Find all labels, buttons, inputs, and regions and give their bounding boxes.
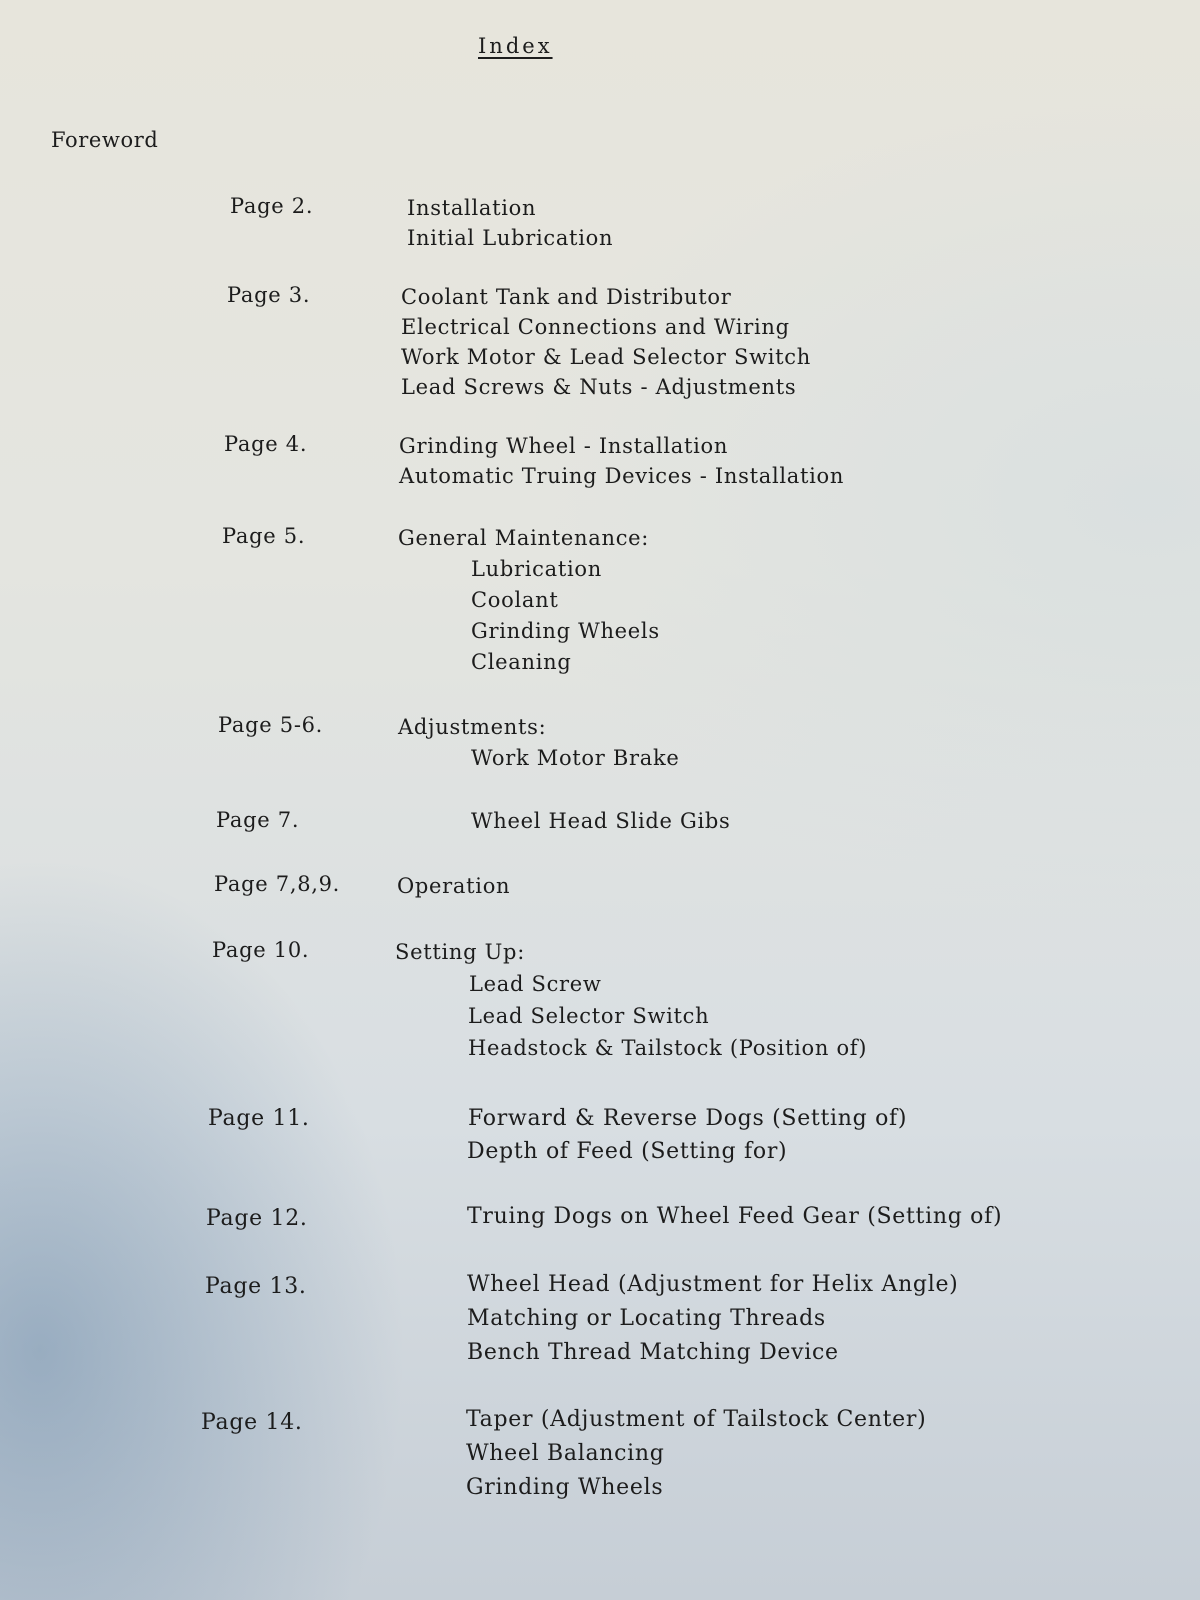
subtopic: Grinding Wheels: [466, 1475, 664, 1500]
subtopic: Truing Dogs on Wheel Feed Gear (Setting of): [467, 1204, 1003, 1229]
page-number: Page 3.: [227, 283, 311, 307]
topic: Operation: [397, 874, 511, 898]
topic: Adjustments:: [398, 715, 547, 739]
page-number: Page 11.: [208, 1106, 310, 1131]
subtopic: Grinding Wheels: [471, 619, 660, 643]
page-number: Page 4.: [224, 432, 308, 456]
subtopic: Lead Screw: [469, 972, 602, 996]
topic: Grinding Wheel - Installation: [399, 434, 729, 458]
foreword-heading: Foreword: [51, 128, 159, 152]
page-number: Page 14.: [201, 1410, 303, 1435]
page-number: Page 13.: [205, 1274, 307, 1299]
subtopic: Lead Selector Switch: [468, 1004, 710, 1028]
topic: Setting Up:: [395, 940, 525, 964]
topic: Electrical Connections and Wiring: [401, 315, 790, 339]
subtopic: Taper (Adjustment of Tailstock Center): [466, 1407, 927, 1432]
topic: Work Motor & Lead Selector Switch: [401, 345, 811, 369]
topic: General Maintenance:: [398, 526, 650, 550]
page-number: Page 10.: [212, 938, 310, 962]
page-number: Page 12.: [206, 1206, 308, 1231]
page-number: Page 5.: [222, 524, 306, 548]
subtopic: Matching or Locating Threads: [467, 1306, 826, 1331]
subtopic: Bench Thread Matching Device: [467, 1340, 839, 1365]
subtopic: Coolant: [471, 588, 559, 612]
page-number: Page 7.: [216, 808, 300, 832]
page-number: Page 7,8,9.: [214, 872, 341, 896]
subtopic: Wheel Balancing: [466, 1441, 665, 1466]
page-number: Page 2.: [230, 194, 314, 218]
subtopic: Work Motor Brake: [471, 746, 680, 770]
subtopic: Headstock & Tailstock (Position of): [468, 1036, 868, 1060]
subtopic: Cleaning: [471, 650, 572, 674]
page-number: Page 5-6.: [218, 713, 324, 737]
subtopic: Depth of Feed (Setting for): [467, 1139, 788, 1164]
subtopic: Wheel Head Slide Gibs: [471, 809, 731, 833]
page-title: Index: [478, 34, 553, 58]
subtopic: Forward & Reverse Dogs (Setting of): [468, 1106, 908, 1131]
topic: Automatic Truing Devices - Installation: [399, 464, 845, 488]
subtopic: Wheel Head (Adjustment for Helix Angle): [467, 1272, 959, 1297]
subtopic: Lubrication: [471, 557, 602, 581]
topic: Lead Screws & Nuts - Adjustments: [401, 375, 797, 399]
topic: Coolant Tank and Distributor: [401, 285, 732, 309]
topic: Initial Lubrication: [407, 226, 614, 250]
topic: Installation: [407, 196, 537, 220]
